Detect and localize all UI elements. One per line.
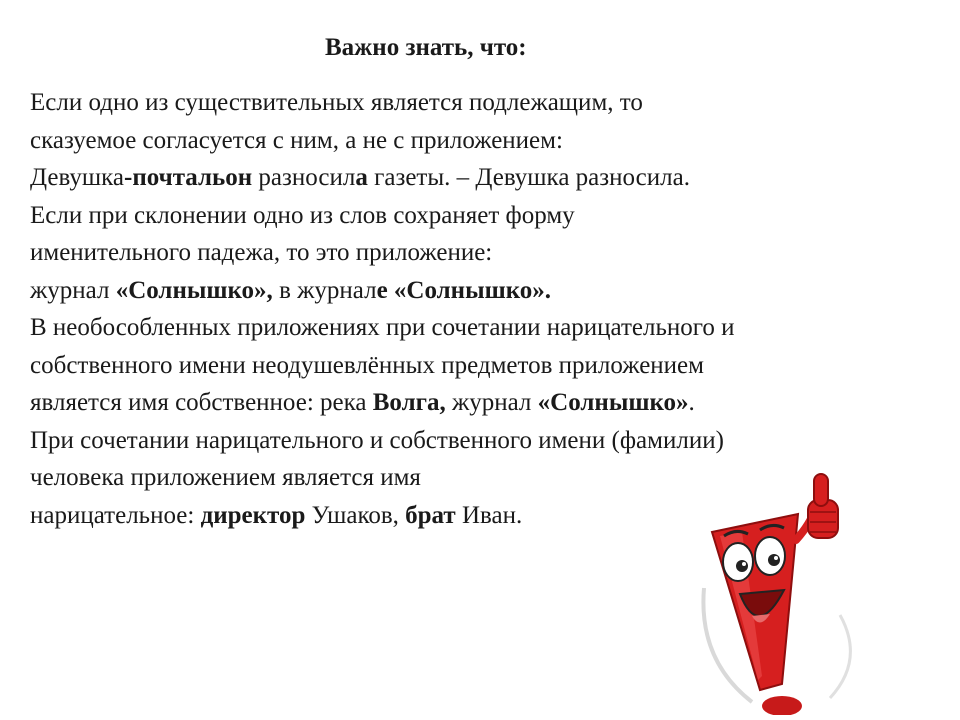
text-segment: именительного падежа, то это приложение: <box>30 239 493 266</box>
bold-text-segment: а <box>355 164 368 191</box>
text-segment: . <box>688 389 695 416</box>
text-segment: Ушаков, <box>305 501 406 529</box>
text-line <box>30 197 940 235</box>
exclamation-mascot-icon <box>690 470 870 715</box>
bold-text-segment: е «Солнышко». <box>376 276 552 304</box>
bold-text-segment: -почтальон <box>124 164 253 191</box>
bold-text-segment: Волга, <box>372 389 446 416</box>
text-line <box>30 309 940 347</box>
text-segment: журнал <box>445 389 538 416</box>
text-line <box>30 272 940 310</box>
text-segment: журнал <box>30 276 116 304</box>
text-line <box>30 347 940 385</box>
text-segment: разносил <box>252 164 356 191</box>
text-segment: Если одно из существительных является подлежащим, то <box>30 89 643 116</box>
text-segment: человека приложением является имя <box>30 464 421 491</box>
text-segment: Если при склонении одно из слов сохраняет форму <box>30 201 575 229</box>
text-segment: Девушка <box>30 164 125 191</box>
text-segment: собственного имени неодушевлённых предметов приложением <box>30 351 704 379</box>
text-segment: В необособленных приложениях при сочетании нарицательного и <box>30 314 735 341</box>
text-line <box>30 84 940 122</box>
slide-heading: Важно знать, что: <box>325 34 527 61</box>
text-segment: сказуемое согласуется с ним, а не с приложением: <box>30 126 563 154</box>
text-segment: Иван. <box>455 501 523 529</box>
bold-text-segment: директор <box>200 501 306 529</box>
text-segment: является имя собственное: река <box>30 389 373 416</box>
rule-text <box>30 84 940 534</box>
text-line <box>30 422 940 460</box>
bold-text-segment: «Солнышко», <box>115 276 273 304</box>
text-line <box>30 384 940 422</box>
text-line <box>30 122 940 160</box>
text-segment: нарицательное: <box>30 501 201 529</box>
text-segment: газеты. – Девушка разносила. <box>367 164 690 191</box>
text-line <box>30 159 940 197</box>
bold-text-segment: брат <box>405 501 456 529</box>
text-segment: в журнал <box>272 276 377 304</box>
text-segment: При сочетании нарицательного и собственного имени (фамилии) <box>30 426 724 454</box>
bold-text-segment: «Солнышко» <box>537 389 689 416</box>
text-line <box>30 234 940 272</box>
